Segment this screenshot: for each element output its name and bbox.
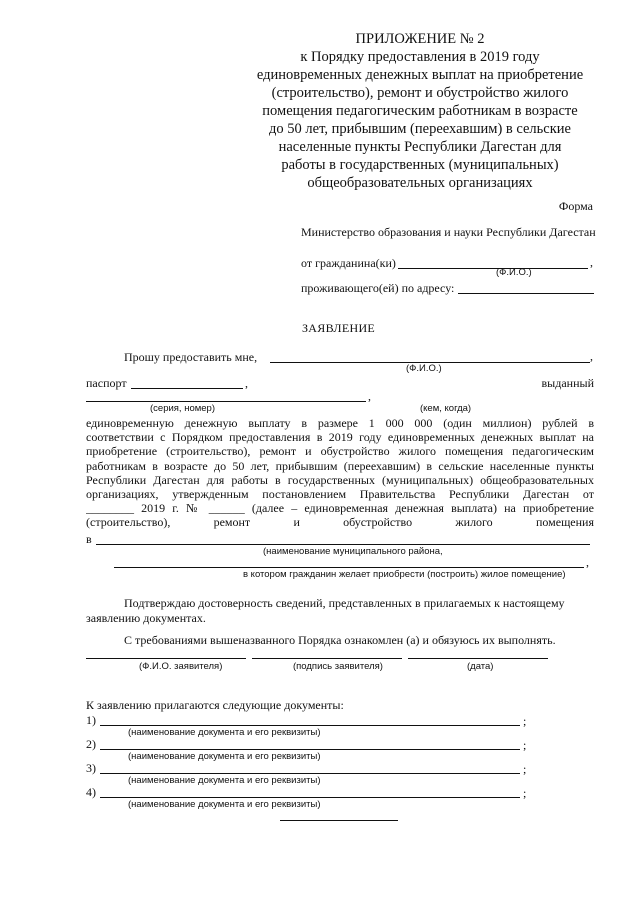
attachment-field[interactable] <box>100 797 520 798</box>
attachment-caption: (наименование документа и его реквизиты) <box>128 775 321 786</box>
attachment-suffix: ; <box>523 786 527 800</box>
issuer-caption: (кем, когда) <box>420 403 472 414</box>
body-line: Республики Дагестан для работы в государственных (муниципальных) общеобразовательных <box>86 472 594 487</box>
body-line: приобретение (строительство), ремонт и обустройство жилого помещения педагогическим <box>86 444 594 459</box>
location-prefix: в <box>86 532 92 546</box>
from-fio-field[interactable] <box>398 268 588 269</box>
series-caption: (серия, номер) <box>150 403 216 414</box>
attachments-title: К заявлению прилагаются следующие документы: <box>86 698 344 712</box>
attachment-number: 1) <box>86 713 96 727</box>
applicant-fio-field[interactable] <box>86 658 246 659</box>
attachment-number: 4) <box>86 785 96 799</box>
passport-label: паспорт <box>86 376 127 390</box>
body-line: организациях, утвержденным постановлением Правительства Республики Дагестан от <box>86 487 594 502</box>
body-line: работникам в возрасте до 50 лет, прибывшим (переехавшим) в сельские населенные пункты <box>86 458 594 473</box>
attachment-caption: (наименование документа и его реквизиты) <box>128 751 321 762</box>
issued-label: выданный <box>541 376 594 390</box>
settlement-caption: в котором гражданин желает приобрести (построить) жилое помещение) <box>243 569 566 580</box>
passport-number-field[interactable] <box>131 388 243 389</box>
attachment-number: 2) <box>86 737 96 751</box>
attachment-suffix: ; <box>523 738 527 752</box>
issued-suffix: , <box>368 389 371 403</box>
applicant-fio-caption: (Ф.И.О. заявителя) <box>139 661 223 672</box>
applicant-signature-field[interactable] <box>252 658 402 659</box>
appendix-line: работы в государственных (муниципальных) <box>281 157 559 173</box>
statement-title: ЗАЯВЛЕНИЕ <box>302 321 376 335</box>
body-line: единовременную денежную выплату в размере 1 000 000 (один миллион) рублей в <box>86 416 594 430</box>
attachment-caption: (наименование документа и его реквизиты) <box>128 727 321 738</box>
passport-suffix: , <box>245 376 248 390</box>
statement-body <box>86 416 594 530</box>
district-caption: (наименование муниципального района, <box>263 546 443 557</box>
ministry-name: Министерство образования и науки Республики Дагестан <box>301 225 596 239</box>
attachment-suffix: ; <box>523 714 527 728</box>
application-date-field[interactable] <box>408 658 548 659</box>
appendix-line: населенные пункты Республики Дагестан для <box>278 139 562 155</box>
appendix-line: (строительство), ремонт и обустройство жилого <box>271 85 569 101</box>
from-suffix: , <box>590 255 593 269</box>
request-intro: Прошу предоставить мне, <box>124 350 258 364</box>
location-suffix: , <box>586 555 589 569</box>
district-field[interactable] <box>96 544 590 545</box>
request-intro-suffix: , <box>590 349 593 363</box>
form-label: Форма <box>558 199 593 213</box>
appendix-title: ПРИЛОЖЕНИЕ № 2 <box>355 31 485 47</box>
body-line: (строительство), ремонт и обустройство жилого помещения <box>86 515 594 530</box>
application-date-caption: (дата) <box>467 661 494 672</box>
applicant-signature-caption: (подпись заявителя) <box>293 661 383 672</box>
appendix-line: помещения педагогическим работникам в возрасте <box>262 103 578 119</box>
attachment-caption: (наименование документа и его реквизиты) <box>128 799 321 810</box>
attachment-suffix: ; <box>523 762 527 776</box>
issued-by-field[interactable] <box>86 401 366 402</box>
body-line: соответствии с Порядком предоставления в 2019 году единовременных денежных выплат на <box>86 430 594 445</box>
settlement-field[interactable] <box>114 567 584 568</box>
body-line: ________ 2019 г. № ______ (далее – единовременная денежная выплата) на приобретение <box>86 501 594 516</box>
attachment-number: 3) <box>86 761 96 775</box>
appendix-line: до 50 лет, прибывшим (переехавшим) в сельские <box>269 121 571 137</box>
appendix-line: общеобразовательных организациях <box>307 175 533 191</box>
attachment-field[interactable] <box>100 773 520 774</box>
appendix-header <box>250 30 590 192</box>
acknowledgement-text: С требованиями вышеназванного Порядка ознакомлен (а) и обязуюсь их выполнять. <box>124 633 556 647</box>
appendix-line: к Порядку предоставления в 2019 году <box>300 49 540 65</box>
confirmation-text: Подтверждаю достоверность сведений, представленных в прилагаемых к настоящему заявлению документах. <box>86 596 565 625</box>
request-fio-caption: (Ф.И.О.) <box>406 363 442 374</box>
address-label: проживающего(ей) по адресу: <box>301 281 455 295</box>
appendix-line: единовременных денежных выплат на приобретение <box>256 67 584 83</box>
from-fio-caption: (Ф.И.О.) <box>496 267 532 278</box>
attachment-field[interactable] <box>100 725 520 726</box>
attachment-field[interactable] <box>100 749 520 750</box>
address-field[interactable] <box>458 293 594 294</box>
closing-rule <box>280 820 398 821</box>
from-label: от гражданина(ки) <box>301 256 396 270</box>
